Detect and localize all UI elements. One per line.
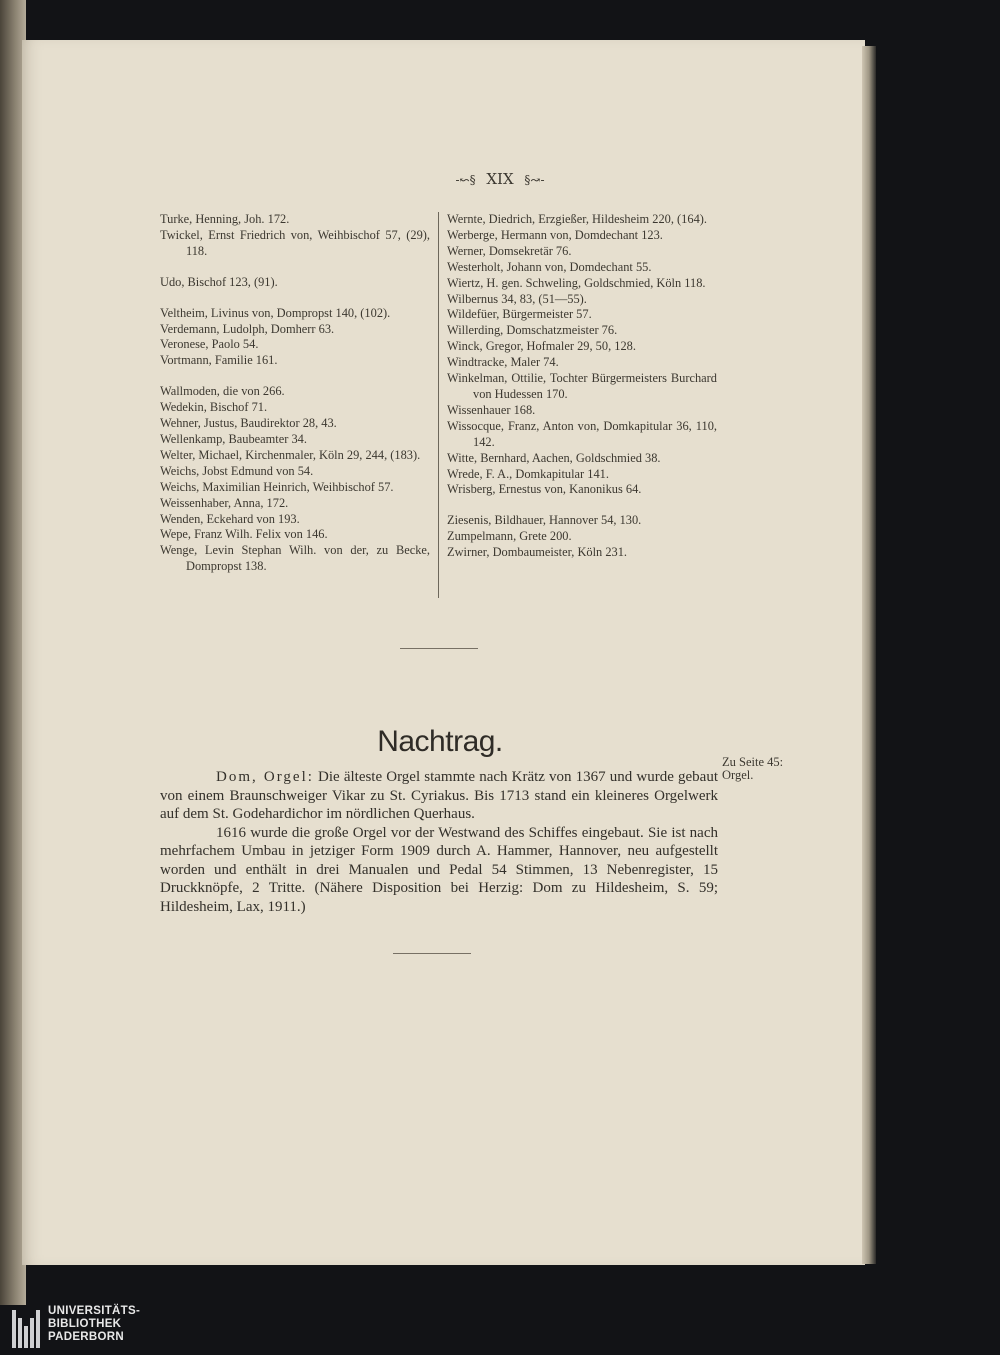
index-entry: Welter, Michael, Kirchenmaler, Köln 29, 244, (183).: [160, 447, 421, 462]
index-entry: Wilbernus 34, 83, (51—55).: [447, 291, 587, 306]
index-entry: Zumpelmann, Grete 200.: [447, 529, 572, 544]
header-ornament-right: §↝-: [524, 173, 545, 187]
library-footer-bar: [0, 1305, 1000, 1355]
index-entry: Windtracke, Maler 74.: [447, 355, 559, 370]
page-header: [0, 170, 1000, 188]
library-logo-icon: [12, 1310, 42, 1348]
index-entry: Willerding, Domschatzmeister 76.: [447, 323, 618, 338]
index-entry: Wissenhauer 168.: [447, 402, 536, 417]
index-entry: Weissenhaber, Anna, 172.: [160, 495, 289, 510]
index-entry: Twickel, Ernst Friedrich von, Weihbischof 57, (29), 118.: [160, 227, 430, 258]
index-entry: Veronese, Paolo 54.: [160, 337, 259, 352]
index-entry: Weichs, Jobst Edmund von 54.: [160, 463, 314, 478]
page-number: XIX: [486, 170, 514, 188]
index-entry: Ziesenis, Bildhauer, Hannover 54, 130.: [447, 513, 642, 528]
index-entry: Wildefüer, Bürgermeister 57.: [447, 307, 592, 322]
column-divider: [438, 212, 439, 598]
book-page: [22, 40, 865, 1265]
index-entry: Wallmoden, die von 266.: [160, 384, 285, 399]
header-ornament-left: -↜§: [455, 173, 476, 187]
nachtrag-lead: Dom, Orgel:: [216, 769, 314, 785]
index-entry: Verdemann, Ludolph, Domherr 63.: [160, 321, 335, 336]
logo-line-3: PADERBORN: [48, 1331, 124, 1343]
margin-note: [722, 756, 812, 782]
index-entry: Wernte, Diedrich, Erzgießer, Hildesheim 220, (164).: [447, 212, 707, 226]
index-section-gap: [160, 369, 430, 384]
margin-note-topic: Orgel.: [722, 768, 754, 782]
index-entry: Wrede, F. A., Domkapitular 141.: [447, 466, 609, 481]
index-section-gap: [447, 498, 717, 513]
index-entry: Weichs, Maximilian Heinrich, Weihbischof 57.: [160, 479, 394, 494]
index-entry: Wissocque, Franz, Anton von, Domkapitular 36, 110, 142.: [447, 418, 717, 449]
index-entry: Werberge, Hermann von, Domdechant 123.: [447, 227, 663, 242]
nachtrag-title: Nachtrag.: [377, 725, 503, 758]
index-entry: Veltheim, Livinus von, Dompropst 140, (102).: [160, 305, 391, 320]
page-right-edge: [862, 46, 876, 1264]
index-entry: Witte, Bernhard, Aachen, Goldschmied 38.: [447, 450, 661, 465]
logo-line-2: BIBLIOTHEK: [48, 1318, 122, 1330]
index-entry: Winkelman, Ottilie, Tochter Bürgermeisters Burchard von Hudessen 170.: [447, 371, 717, 401]
library-logo-text[interactable]: [48, 1305, 140, 1344]
index-entry: Werner, Domsekretär 76.: [447, 243, 572, 258]
index-entry: Wellenkamp, Baubeamter 34.: [160, 431, 307, 446]
index-entry: Wepe, Franz Wilh. Felix von 146.: [160, 527, 328, 542]
index-entry: Wiertz, H. gen. Schweling, Goldschmied, Köln 118.: [447, 275, 706, 290]
section-divider-rule: [400, 648, 478, 649]
index-entry: Turke, Henning, Joh. 172.: [160, 212, 290, 226]
index-entry: Wehner, Justus, Baudirektor 28, 43.: [160, 416, 337, 431]
nachtrag-paragraph-1: [160, 768, 718, 824]
index-entry: Wenge, Levin Stephan Wilh. von der, zu Becke, Dompropst 138.: [160, 543, 430, 574]
nachtrag-paragraph-1-text: Die älteste Orgel stammte nach Krätz von 1367 und wurde gebaut von einem Braunschweiger Vikar zu St. Cyriakus. Bis 1713 stand ein kleineres Orgelwerk auf dem St. Godehardichor im nördlichen Querhaus.: [160, 769, 718, 822]
logo-line-1: UNIVERSITÄTS-: [48, 1305, 141, 1317]
index-entry: Westerholt, Johann von, Domdechant 55.: [447, 259, 652, 274]
index-entry: Udo, Bischof 123, (91).: [160, 274, 278, 289]
index-entry: Wrisberg, Ernestus von, Kanonikus 64.: [447, 482, 642, 497]
index-column-left: [160, 212, 430, 575]
nachtrag-paragraph-2: 1616 wurde die große Orgel vor der Westwand des Schiffes eingebaut. Sie ist nach mehrfachem Umbau in jetziger Form 1909 durch A. Hammer, Hannover, neu aufgestellt worden und enthält in drei Manualen und Pedal 54 Stimmen, 13 Nebenregister, 15 Druckknöpfe, 2 Tritte. (Nähere Disposition bei Herzig: Dom zu Hildesheim, S. 59; Hildesheim, Lax, 1911.): [160, 824, 718, 915]
index-column-right: [447, 212, 717, 561]
nachtrag-body: [160, 768, 718, 916]
index-entry: Wedekin, Bischof 71.: [160, 400, 268, 415]
index-entry: Winck, Gregor, Hofmaler 29, 50, 128.: [447, 339, 636, 354]
index-section-gap: [160, 260, 430, 275]
index-section-gap: [160, 291, 430, 306]
index-entry: Vortmann, Familie 161.: [160, 353, 278, 368]
margin-note-reference: Zu Seite 45:: [722, 755, 784, 769]
end-rule: [393, 953, 471, 954]
index-entry: Zwirner, Dombaumeister, Köln 231.: [447, 545, 628, 560]
index-entry: Wenden, Eckehard von 193.: [160, 511, 300, 526]
